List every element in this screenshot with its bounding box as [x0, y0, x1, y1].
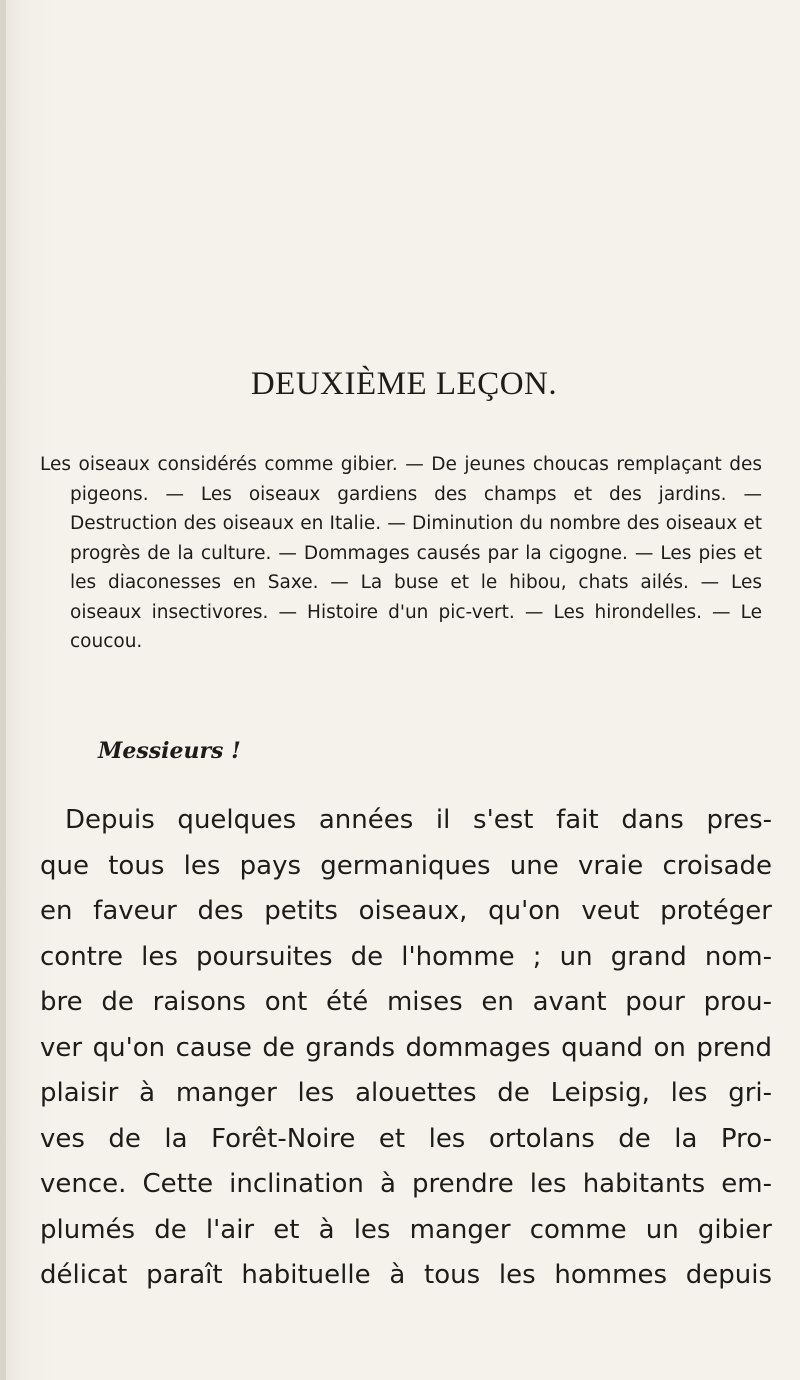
body-line: vence. Cette inclination à prendre les habitants em-	[40, 1169, 772, 1199]
body-line: délicat paraît habituelle à tous les hommes depuis	[40, 1260, 772, 1290]
body-line: que tous les pays germaniques une vraie croisade	[40, 850, 772, 881]
body-line: plumés de l'air et à les manger comme un gibier	[40, 1214, 772, 1245]
body-line: ves de la Forêt-Noire et les ortolans de la Pro-	[40, 1123, 772, 1154]
body-line: Depuis quelques années il s'est fait dans pres-	[65, 805, 772, 835]
body-line: plaisir à manger les alouettes de Leipsig, les gri-	[40, 1078, 772, 1108]
body-line: en faveur des petits oiseaux, qu'on veut protéger	[40, 896, 772, 926]
body-line: bre de raisons ont été mises en avant pour prou-	[40, 987, 772, 1017]
chapter-summary: Les oiseaux considérés comme gibier. — De jeunes choucas remplaçant des pigeons. — Les oiseaux gardiens des champs et des jardins. — Destruction des oiseaux en Italie. — Diminution du nombre des oiseaux et progrès de la culture. — Dommages causés par la cigogne. — Les pies et les diaconesses en Saxe. — La buse et le hibou, chats ailés. — Les oiseaux insectivores. — Histoire d'un pic-vert. — Les hirondelles. — Le coucou.	[40, 454, 762, 652]
salutation: Messieurs !	[98, 738, 241, 764]
body-line: ver qu'on cause de grands dommages quand on prend	[40, 1032, 772, 1063]
chapter-title: DEUXIÈME LEÇON.	[250, 366, 558, 402]
page-gutter	[0, 0, 6, 1380]
body-paragraph	[40, 798, 772, 1299]
body-line: contre les poursuites de l'homme ; un grand nom-	[40, 941, 772, 972]
